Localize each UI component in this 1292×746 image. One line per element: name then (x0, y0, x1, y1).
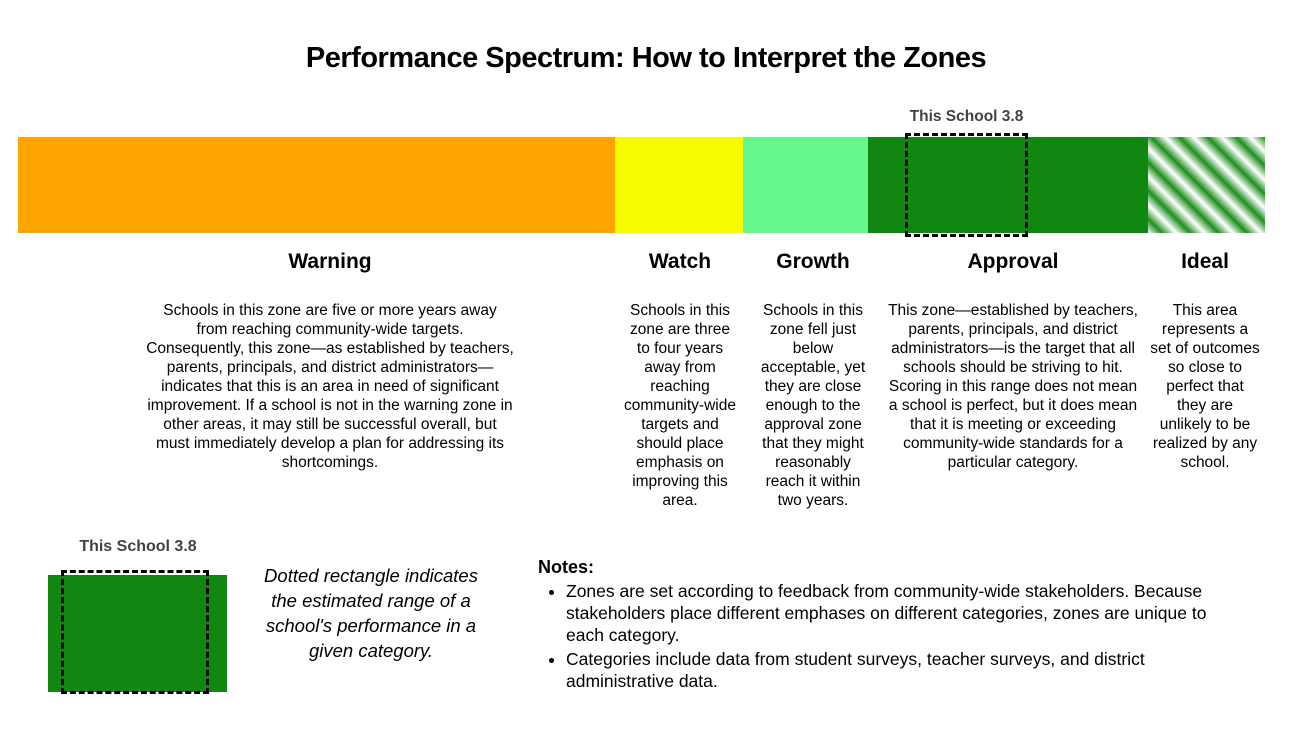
legend-school-score-label: This School 3.8 (79, 538, 197, 555)
zone-ideal-segment (1148, 137, 1265, 233)
legend-range-marker (61, 570, 209, 694)
notes-item: • Categories include data from student surveys, teacher surveys, and district administrative data. (566, 648, 1221, 692)
legend-caption: Dotted rectangle indicates the estimated range of a school's performance in a given category. (264, 565, 478, 661)
notes-item: • Zones are set according to feedback from community-wide stakeholders. Because stakeholders place different emphases on different categories, zones are unique to each category. (566, 580, 1221, 646)
zone-warning-segment (18, 137, 615, 233)
zone-description-ideal: This area represents a set of outcomes so close to perfect that they are unlikely to be realized by any school. (1150, 302, 1260, 471)
zone-label-growth: Growth (776, 250, 850, 273)
zone-description-growth: Schools in this zone fell just below acceptable, yet they are close enough to the approval zone that they might reasonably reach it within two years. (760, 302, 866, 509)
school-range-marker (905, 133, 1028, 237)
zone-growth-segment (743, 137, 868, 233)
notes-list (538, 580, 1221, 694)
notes-heading: Notes: (538, 557, 595, 577)
zone-label-watch: Watch (648, 250, 712, 273)
spectrum-bar (18, 137, 1265, 233)
zone-label-ideal: Ideal (1181, 250, 1229, 273)
zone-label-warning: Warning (288, 250, 372, 273)
zone-description-approval: This zone—established by teachers, parents, principals, and district administrators—is the target that all schools should be striving to hit. Scoring in this range does not mean a school is perfect, but it does mean that it is meeting or exceeding community-wide standards for a particular category. (888, 302, 1138, 471)
zone-watch-segment (615, 137, 743, 233)
zone-description-watch: Schools in this zone are three to four years away from reaching community-wide targets and should place emphasis on improving this area. (624, 302, 736, 509)
zone-label-approval: Approval (967, 250, 1059, 273)
zone-description-warning: Schools in this zone are five or more years away from reaching community-wide targets. Consequently, this zone—as established by teachers, parents, principals, and district administrators—indicates that this is an area in need of significant improvement. If a school is not in the warning zone in other areas, it may still be successful overall, but must immediately develop a plan for addressing its shortcomings. (146, 302, 514, 471)
page-title: Performance Spectrum: How to Interpret the Zones (305, 42, 987, 74)
bar-school-score-label: This School 3.8 (909, 108, 1024, 125)
